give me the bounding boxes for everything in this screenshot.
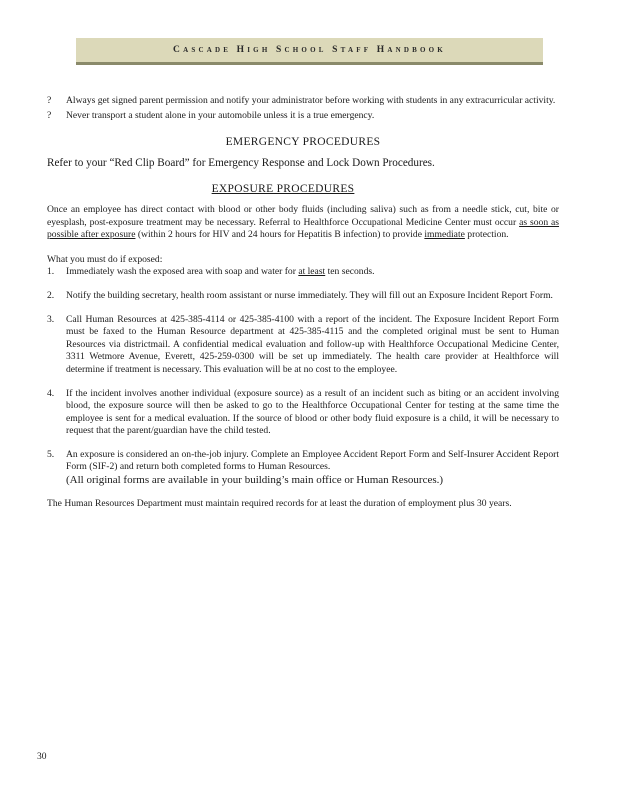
intro-part-a: Once an employee has direct contact with blood or other body fluids (including saliva) such as from a needle stick, cut, bite or eyesplash, post-exposure treatment may be necessary. Referral to Healthforce Occupational Medicine Center must occur	[47, 203, 559, 228]
list-item	[47, 314, 559, 377]
bullet-text: Always get signed parent permission and notify your administrator before working with students in any extracurricular activity.	[66, 95, 556, 106]
page-number: 30	[37, 752, 47, 762]
steps-list	[47, 266, 559, 486]
step-number: 2.	[47, 289, 55, 301]
intro-underline-asap: as soon as possible after exposure	[47, 216, 560, 241]
list-item	[47, 110, 559, 123]
bullet-mark: ?	[47, 109, 52, 121]
exposure-heading-text: EXPOSURE PROCEDURES	[211, 183, 355, 196]
step-text-a: Immediately wash the exposed area with soap and water for	[66, 266, 299, 278]
closing-paragraph: The Human Resources Department must maintain required records for at least the duration of employment plus 30 years.	[47, 497, 512, 509]
step-number: 5.	[47, 448, 55, 460]
list-item	[47, 266, 559, 279]
bullet-text: Never transport a student alone in your automobile unless it is a true emergency.	[66, 109, 375, 121]
emergency-heading: EMERGENCY PROCEDURES	[225, 136, 381, 149]
header-bar	[76, 38, 543, 65]
exposure-intro	[47, 204, 559, 242]
step-text-underline: at least	[298, 266, 326, 278]
step-text: Call Human Resources at 425-385-4114 or 425-385-4100 with a report of the incident. The Exposure Incident Report Form must be faxed to the Human Resource department at 425-385-4115 and the completed original must be sent to Human Resources via districtmail. A confidential medical evaluation and follow-up with Healthforce Occupational Medicine Center, 3311 Wetmore Avenue, Everett, 425-259-0300 will be set up immediately. The health care provider at Healthforce will determine if treatment is necessary. This evaluation will be at no cost to the employee.	[66, 313, 559, 375]
step-number: 1.	[47, 266, 55, 278]
step-text: An exposure is considered an on-the-job injury. Complete an Employee Accident Report Form and Self-Insurer Accident Report Form (SIF-2) and return both completed forms to Human Resources.	[66, 448, 559, 473]
step-number: 3.	[47, 313, 55, 325]
list-item	[47, 290, 559, 303]
bullet-list	[47, 95, 559, 122]
what-to-do-label: What you must do if exposed:	[47, 253, 163, 265]
intro-underline-immediate: immediate	[424, 229, 465, 241]
intro-part-c: protection.	[464, 229, 509, 241]
step-text: Notify the building secretary, health room assistant or nurse immediately. They will fill out an Exposure Incident Report Form.	[66, 289, 553, 301]
page-content	[47, 95, 559, 510]
exposure-heading	[47, 183, 559, 196]
forms-note: (All original forms are available in your building’s main office or Human Resources.)	[66, 474, 444, 487]
step-text: If the incident involves another individual (exposure source) as a result of an incident such as biting or an accident involving blood, the exposure source will then be asked to go to the Healthforce Occupational Center for testing at the same time the employee is sent for a medical evaluation. If the source of blood or other body fluid exposure is a child, it will be necessary to request that the parent/guardian have the child tested.	[66, 387, 559, 437]
handbook-title: Cascade High School Staff Handbook	[173, 45, 446, 55]
list-item	[47, 388, 559, 438]
intro-part-b: (within 2 hours for HIV and 24 hours for Hepatitis B infection) to provide	[135, 229, 425, 241]
step-text-b: ten seconds.	[325, 266, 375, 278]
emergency-text: Refer to your “Red Clip Board” for Emergency Response and Lock Down Procedures.	[47, 156, 435, 169]
step-number: 4.	[47, 387, 55, 399]
bullet-mark: ?	[47, 95, 52, 106]
list-item	[47, 95, 559, 108]
list-item	[47, 449, 559, 487]
